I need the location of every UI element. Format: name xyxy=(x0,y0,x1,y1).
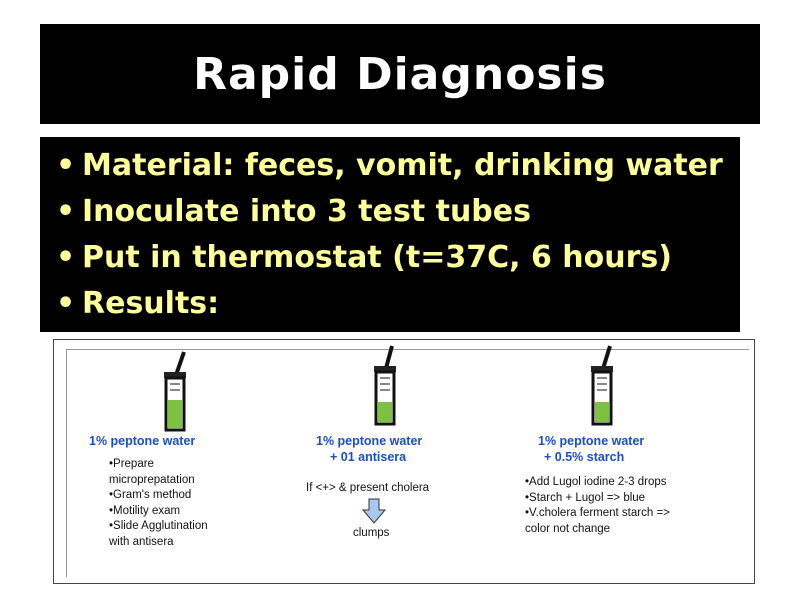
test-tube-icon xyxy=(585,344,619,432)
tube3-item: •V.cholera ferment starch => xyxy=(525,507,670,519)
tube3-item: color not change xyxy=(525,522,611,535)
bullet-text: Results: xyxy=(82,286,220,321)
tube1-item: with antisera xyxy=(109,535,174,548)
down-arrow-icon xyxy=(362,498,386,524)
tube2-result: clumps xyxy=(353,527,390,539)
bullet-dot: • xyxy=(56,194,76,229)
bullet-text: Material: feces, vomit, drinking water xyxy=(82,148,723,183)
tube3-title-line1: 1% peptone water xyxy=(538,434,645,448)
bullet-dot: • xyxy=(56,148,76,183)
bullet-item xyxy=(56,235,740,281)
tube1-item: microprepatation xyxy=(109,473,195,486)
tube1-title: 1% peptone water xyxy=(89,434,196,448)
bullet-box xyxy=(40,137,740,332)
tube1-item: •Slide Agglutination xyxy=(109,520,208,532)
tube3-item: •Starch + Lugol => blue xyxy=(525,491,646,504)
bullet-item xyxy=(56,143,740,189)
tube2-title-line1: 1% peptone water xyxy=(316,434,423,448)
results-diagram xyxy=(53,339,755,584)
tube1-item: •Prepare xyxy=(109,458,154,470)
bullet-dot: • xyxy=(56,286,76,321)
tube1-item: •Motility exam xyxy=(109,504,181,517)
tube1-list xyxy=(109,457,208,550)
tube3-list xyxy=(525,475,670,537)
bullet-text: Put in thermostat (t=37C, 6 hours) xyxy=(82,240,672,275)
test-tube-icon xyxy=(158,350,192,438)
tube3-title-line2: + 0.5% starch xyxy=(544,450,625,464)
title-bar xyxy=(40,24,760,124)
bullet-item xyxy=(56,281,740,327)
tube2-condition: If <+> & present cholera xyxy=(306,482,430,494)
bullet-dot: • xyxy=(56,240,76,275)
test-tube-icon xyxy=(368,344,402,432)
tube2-title-line2: + 01 antisera xyxy=(330,450,407,464)
tube3-item: •Add Lugol iodine 2-3 drops xyxy=(525,476,667,488)
tube1-item: •Gram's method xyxy=(109,489,192,501)
bullet-list xyxy=(40,137,740,327)
bullet-item xyxy=(56,189,740,235)
slide-title: Rapid Diagnosis xyxy=(193,48,607,100)
bullet-text: Inoculate into 3 test tubes xyxy=(82,194,531,229)
